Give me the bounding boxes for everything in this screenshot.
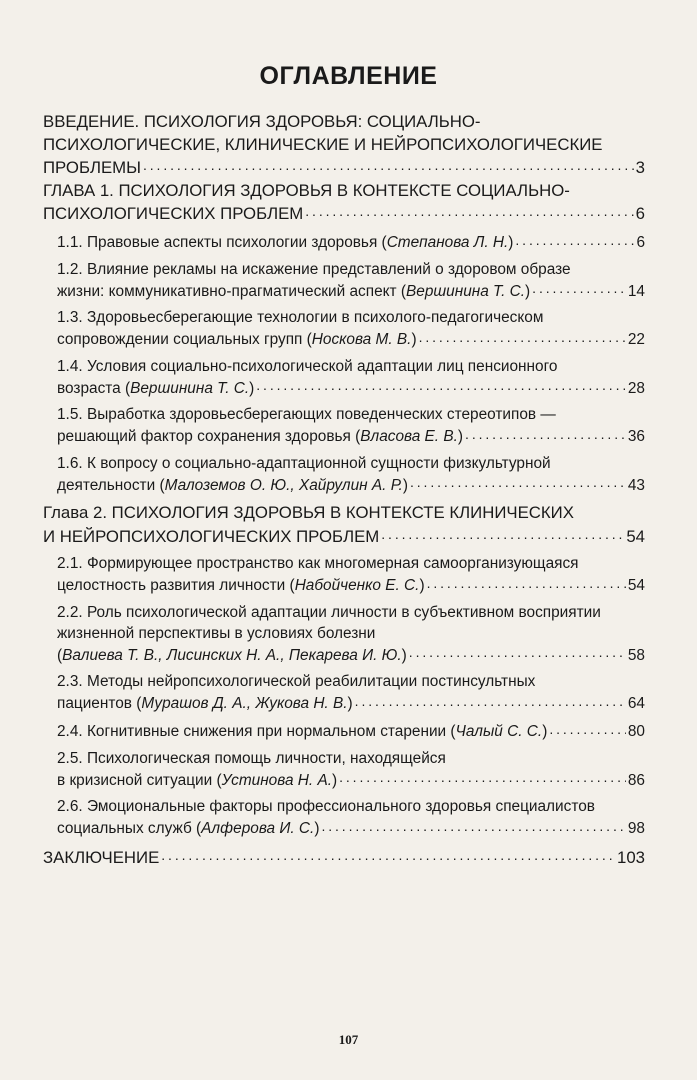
toc-page-number: 3 bbox=[635, 157, 645, 177]
toc-page-number: 98 bbox=[627, 820, 645, 838]
toc-page-number: 36 bbox=[627, 428, 645, 446]
toc-page-number: 54 bbox=[626, 526, 645, 546]
toc-entry-line: жизненной перспективы в условиях болезни bbox=[57, 624, 376, 642]
toc-entry-chapter-1[interactable] bbox=[43, 180, 645, 226]
toc-author: Чалый С. С. bbox=[455, 723, 543, 741]
toc-entry-text: деятельности ( bbox=[57, 476, 165, 494]
toc-entry-1-2[interactable]: 1.2. Влияние рекламы на искажение представлений о здоровом образе жизни: коммуникативно-прагматический аспект (Вершинина Т. С.) . . . 14 bbox=[43, 260, 645, 303]
toc-entry-1-1[interactable]: 1.1. Правовые аспекты психологии здоровья (Степанова Л. Н.) . . . 6 bbox=[43, 232, 645, 254]
toc-author: Власова Е. В. bbox=[360, 428, 458, 446]
toc-entry-line: 2.2. Роль психологической адаптации личности в субъективном восприятии bbox=[57, 604, 601, 621]
toc-page-number: 86 bbox=[627, 771, 645, 789]
toc-entry-line: 2.5. Психологическая помощь личности, находящейся bbox=[57, 749, 446, 767]
toc-entry-1-6[interactable]: 1.6. К вопросу о социально-адаптационной сущности физкультурной деятельности (Малоземов О. Ю., Хайрулин А. Р.) . . . 43 bbox=[43, 454, 645, 497]
toc-page-number: 22 bbox=[627, 331, 645, 349]
toc-page-number: 80 bbox=[627, 723, 645, 741]
toc-author: Носкова М. В. bbox=[311, 331, 412, 349]
toc-entry-introduction[interactable] bbox=[43, 111, 645, 180]
toc-entry-text: ПСИХОЛОГИЧЕСКИХ ПРОБЛЕМ bbox=[43, 203, 304, 223]
toc-entry-text: 1.1. Правовые аспекты психологии здоровья ( bbox=[57, 233, 387, 251]
toc-entry-text: И НЕЙРОПСИХОЛОГИЧЕСКИХ ПРОБЛЕМ bbox=[43, 526, 380, 546]
leader-dots bbox=[419, 329, 626, 344]
toc-page-number: 64 bbox=[627, 695, 645, 713]
toc-entry-1-5[interactable]: 1.5. Выработка здоровьесберегающих поведенческих стереотипов — решающий фактор сохранения здоровья (Власова Е. В.) . . . 36 bbox=[43, 405, 645, 448]
toc-entry-line: 2.1. Формирующее пространство как многомерная самоорганизующаяся bbox=[57, 555, 579, 573]
toc-page-number: 103 bbox=[617, 847, 645, 867]
leader-dots bbox=[143, 156, 634, 173]
toc-author: Валиева Т. В., Лисинских Н. А., Пекарева И. Ю. bbox=[62, 646, 402, 664]
toc-entry-text: сопровождении социальных групп ( bbox=[57, 331, 312, 349]
toc-entry-line: 1.6. К вопросу о социально-адаптационной сущности физкультурной bbox=[57, 454, 551, 472]
toc-entry-line: ГЛАВА 1. ПСИХОЛОГИЯ ЗДОРОВЬЯ В КОНТЕКСТЕ СОЦИАЛЬНО- bbox=[43, 180, 570, 200]
toc-entry-text: социальных служб ( bbox=[57, 820, 202, 838]
leader-dots bbox=[515, 232, 634, 247]
toc-author: Вершинина Т. С. bbox=[406, 282, 526, 300]
leader-dots bbox=[305, 202, 633, 219]
toc-entry-text: пациентов ( bbox=[57, 695, 142, 713]
leader-dots bbox=[161, 846, 615, 863]
toc-entry-line: 1.4. Условия социально-психологической адаптации лиц пенсионного bbox=[57, 357, 558, 375]
toc-entry-2-5[interactable]: 2.5. Психологическая помощь личности, находящейся в кризисной ситуации (Устинова Н. А.) . . . 86 bbox=[43, 749, 645, 792]
toc-entry-conclusion[interactable] bbox=[43, 846, 645, 869]
toc-page-number: 54 bbox=[627, 577, 645, 595]
toc-entry-line: 1.2. Влияние рекламы на искажение представлений о здоровом образе bbox=[57, 260, 571, 278]
toc-author: Малоземов О. Ю., Хайрулин А. Р. bbox=[164, 476, 403, 494]
leader-dots bbox=[256, 377, 626, 392]
toc-entry-line: Глава 2. ПСИХОЛОГИЯ ЗДОРОВЬЯ В КОНТЕКСТЕ КЛИНИЧЕСКИХ bbox=[43, 503, 574, 523]
toc-page-number: 28 bbox=[627, 379, 645, 397]
toc-entry-2-3[interactable]: 2.3. Методы нейропсихологической реабилитации постинсультных пациентов (Мурашов Д. А., Жукова Н. В.) . . . 64 bbox=[43, 672, 645, 715]
toc-entry-2-4[interactable]: 2.4. Когнитивные снижения при нормальном старении (Чалый С. С.) . . . 80 bbox=[43, 721, 645, 743]
toc-entry-text: жизни: коммуникативно-прагматический аспект ( bbox=[57, 282, 406, 300]
toc-page-number: 6 bbox=[636, 233, 645, 251]
toc-author: Набойченко Е. С. bbox=[294, 577, 420, 595]
toc-entry-2-6[interactable]: 2.6. Эмоциональные факторы профессионального здоровья специалистов социальных служб (Алферова И. С.) . . . 98 bbox=[43, 797, 645, 840]
toc-author: Мурашов Д. А., Жукова Н. В. bbox=[141, 695, 348, 713]
leader-dots bbox=[465, 426, 626, 441]
table-of-contents bbox=[43, 111, 645, 869]
toc-entry-chapter-2[interactable] bbox=[43, 502, 645, 548]
toc-entry-text: ПРОБЛЕМЫ bbox=[43, 157, 141, 177]
toc-page-number: 43 bbox=[627, 476, 645, 494]
toc-entry-text: в кризисной ситуации ( bbox=[57, 771, 222, 789]
leader-dots bbox=[409, 644, 626, 659]
toc-entry-text: ЗАКЛЮЧЕНИЕ bbox=[43, 847, 160, 867]
toc-entry-line: 2.3. Методы нейропсихологической реабилитации постинсультных bbox=[57, 673, 536, 691]
leader-dots bbox=[321, 818, 625, 833]
leader-dots bbox=[532, 280, 626, 295]
toc-page-number: 14 bbox=[627, 282, 645, 300]
toc-entry-2-1[interactable]: 2.1. Формирующее пространство как многомерная самоорганизующаяся целостность развития личности (Набойченко Е. С.) . . . 54 bbox=[43, 554, 645, 597]
toc-author: Степанова Л. Н. bbox=[386, 233, 509, 251]
toc-entry-2-2[interactable]: 2.2. Роль психологической адаптации личности в субъективном восприятии жизненной перспективы в условиях болезни (Валиева Т. В., Лисинских Н. А., Пекарева И. Ю.) . . . 58 bbox=[43, 603, 645, 666]
leader-dots bbox=[355, 693, 626, 708]
leader-dots bbox=[410, 474, 626, 489]
toc-entry-text: 2.4. Когнитивные снижения при нормальном старении ( bbox=[57, 723, 456, 741]
toc-entry-line: ПСИХОЛОГИЧЕСКИЕ, КЛИНИЧЕСКИЕ И НЕЙРОПСИХОЛОГИЧЕСКИЕ bbox=[43, 134, 603, 154]
toc-entry-text: решающий фактор сохранения здоровья ( bbox=[57, 428, 361, 446]
toc-entry-text: ( bbox=[57, 646, 63, 664]
toc-entry-1-4[interactable]: 1.4. Условия социально-психологической адаптации лиц пенсионного возраста (Вершинина Т. С.) . . . 28 bbox=[43, 357, 645, 400]
toc-entry-line: 2.6. Эмоциональные факторы профессионального здоровья специалистов bbox=[57, 798, 595, 816]
toc-author: Вершинина Т. С. bbox=[130, 379, 250, 397]
toc-author: Устинова Н. А. bbox=[221, 771, 332, 789]
page-title: ОГЛАВЛЕНИЕ bbox=[259, 62, 438, 90]
leader-dots bbox=[339, 769, 626, 784]
toc-page-number: 58 bbox=[627, 646, 645, 664]
toc-entry-1-3[interactable]: 1.3. Здоровьесберегающие технологии в психолого-педагогическом сопровождении социальных групп (Носкова М. В.) . . . 22 bbox=[43, 308, 645, 351]
page-number: 107 bbox=[338, 1032, 359, 1047]
toc-entry-line: ВВЕДЕНИЕ. ПСИХОЛОГИЯ ЗДОРОВЬЯ: СОЦИАЛЬНО- bbox=[43, 112, 481, 131]
toc-entry-line: 1.3. Здоровьесберегающие технологии в психолого-педагогическом bbox=[57, 309, 544, 327]
toc-entry-text: возраста ( bbox=[57, 379, 131, 397]
toc-entry-text: целостность развития личности ( bbox=[57, 577, 295, 595]
leader-dots bbox=[427, 575, 626, 590]
toc-page-number: 6 bbox=[635, 203, 645, 223]
toc-entry-line: 1.5. Выработка здоровьесберегающих поведенческих стереотипов — bbox=[57, 406, 556, 424]
toc-author: Алферова И. С. bbox=[201, 820, 315, 838]
leader-dots bbox=[381, 525, 624, 542]
leader-dots bbox=[549, 721, 626, 736]
